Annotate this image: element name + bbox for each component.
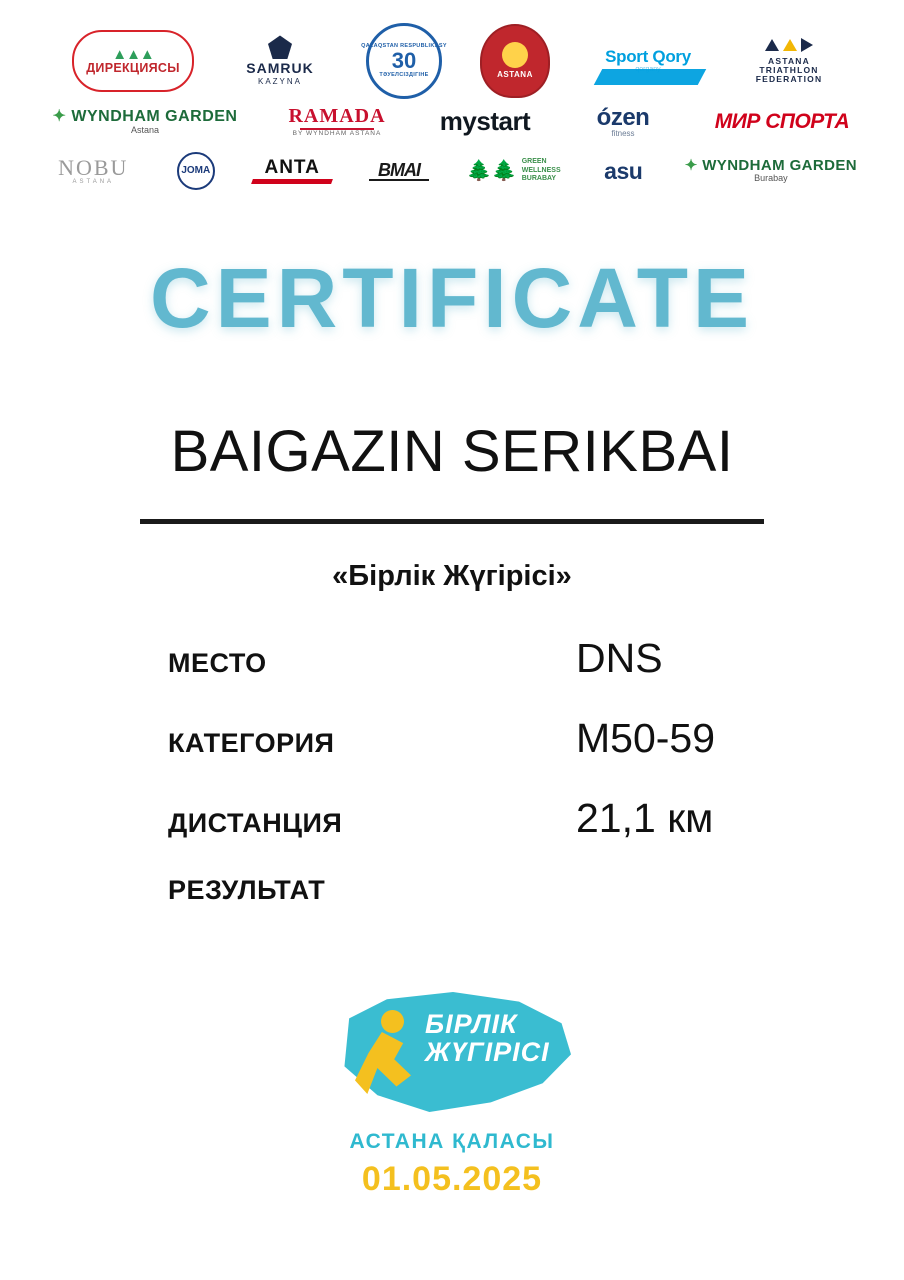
leaf-icon: ✦	[684, 157, 698, 175]
detail-value-place: DNS	[576, 635, 663, 681]
runner-head-icon	[381, 1010, 404, 1033]
detail-row-distance	[168, 795, 832, 875]
detail-row-category	[168, 715, 832, 795]
astana-triathlon-federation-logo	[746, 30, 832, 92]
event-logo-word-line1: БІРЛІК	[425, 1009, 518, 1039]
astana-emblem-label: ASTANA	[497, 70, 533, 80]
wyndham-burabay-main	[685, 158, 857, 174]
runner-icon	[349, 1010, 425, 1102]
nobu-sub: ASTANA	[72, 179, 115, 186]
gwb-line3: BURABAY	[521, 175, 557, 183]
sponsor-row-2	[47, 100, 857, 144]
detail-value-category: M50-59	[576, 715, 716, 761]
sponsor-row-1	[47, 26, 857, 96]
asu-text: asu	[604, 157, 643, 184]
bmai-logo	[362, 152, 435, 190]
detail-label-distance: ДИСТАНЦИЯ	[168, 808, 343, 838]
detail-label-category: КАТЕГОРИЯ	[168, 728, 335, 758]
asu-logo	[592, 153, 655, 189]
anta-bar-icon	[251, 179, 333, 184]
mir-sporta-text: МИР СПОРТА	[714, 109, 850, 133]
wyndham-burabay-main-text: WYNDHAM GARDEN	[702, 157, 857, 175]
wyndham-astana-main	[53, 109, 238, 126]
samruk-logo-line1: SAMRUK	[246, 60, 314, 77]
detail-label-place: МЕСТО	[168, 648, 267, 678]
sponsor-row-3	[47, 148, 857, 194]
gwb-line2: WELLNESS	[521, 166, 561, 174]
mir-sporta-logo	[707, 105, 857, 139]
mystart-text: mystart	[439, 106, 531, 137]
result-details	[72, 635, 832, 955]
samruk-mark-icon	[268, 35, 292, 59]
event-name: «Бірлік Жүгірісі»	[332, 560, 572, 592]
samruk-kazyna-logo	[232, 30, 328, 92]
ozen-sub: fitness	[611, 129, 635, 139]
runners-icon: ▲▲▲	[112, 45, 154, 63]
direkciyasy-logo	[72, 30, 194, 92]
wyndham-burabay-sub: Burabay	[754, 173, 788, 184]
event-logo	[307, 992, 597, 1222]
trees-icon: 🌲🌲	[466, 160, 517, 182]
astana-emblem-icon	[502, 42, 528, 68]
certificate-title: CERTIFICATE	[149, 251, 755, 345]
joma-logo	[170, 149, 222, 193]
anta-logo	[252, 151, 332, 191]
atf-line3: FEDERATION	[755, 73, 823, 84]
detail-row-place	[168, 635, 832, 715]
wyndham-garden-burabay-logo	[685, 151, 857, 191]
kazakhstan-30-number: 30	[391, 48, 417, 74]
atf-line2: TRIATHLON	[759, 65, 819, 76]
green-wellness-burabay-logo	[466, 149, 562, 193]
kazakhstan-30-bottom-text: ТӘУЕЛСІЗДІГІНЕ	[379, 71, 429, 78]
joma-mark: JOMA	[177, 152, 215, 190]
sport-qory-swoosh-icon	[594, 69, 707, 85]
detail-value-distance: 21,1 км	[576, 795, 714, 841]
anta-text: ANTA	[264, 156, 320, 178]
nobu-logo	[47, 151, 140, 191]
detail-label-result: РЕЗУЛЬТАТ	[168, 875, 326, 905]
event-logo-wordmark	[425, 1010, 550, 1067]
samruk-logo-line2: KAZYNA	[257, 77, 302, 87]
runner-body-icon	[355, 1032, 411, 1094]
athlete-name: BAIGAZIN SERIKBAI	[170, 419, 734, 484]
bmai-underline	[369, 179, 429, 181]
gwb-text-block	[522, 158, 561, 184]
wyndham-garden-astana-logo	[47, 102, 243, 142]
event-date: 01.05.2025	[361, 1160, 543, 1198]
sponsor-logo-band	[0, 0, 904, 194]
gwb-line1: GREEN	[521, 157, 547, 165]
astana-emblem-logo	[480, 24, 550, 98]
ramada-logo	[277, 101, 397, 143]
direkciyasy-logo-text: ДИРЕКЦИЯСЫ	[86, 61, 180, 76]
leaf-icon: ✦	[52, 107, 67, 125]
ramada-sub: BY WYNDHAM ASTANA	[292, 130, 382, 138]
sport-qory-text: Sport Qory	[605, 47, 691, 67]
nobu-main: NOBU	[58, 155, 129, 181]
divider	[140, 519, 764, 524]
ozen-main: ózen	[596, 104, 650, 132]
sport-qory-logo	[588, 33, 708, 89]
mystart-logo	[431, 104, 539, 140]
wyndham-astana-sub: Astana	[130, 124, 160, 135]
ozen-fitness-logo	[573, 102, 673, 142]
bmai-text: BMAI	[378, 159, 421, 180]
ramada-main: RAMADA	[288, 105, 386, 128]
detail-row-result	[168, 875, 832, 955]
event-logo-word-line2: ЖҮГІРІСІ	[425, 1037, 550, 1068]
kazakhstan-30-years-logo	[361, 23, 447, 99]
wyndham-astana-main-text: WYNDHAM GARDEN	[71, 107, 238, 125]
triathlon-triangles-icon	[765, 38, 813, 52]
kazakhstan-30-top-text: QAZAQSTAN RESPUBLIKASY	[361, 42, 447, 49]
atf-line1: ASTANA	[768, 56, 810, 67]
event-city: АСТАНА ҚАЛАСЫ	[349, 1130, 555, 1153]
